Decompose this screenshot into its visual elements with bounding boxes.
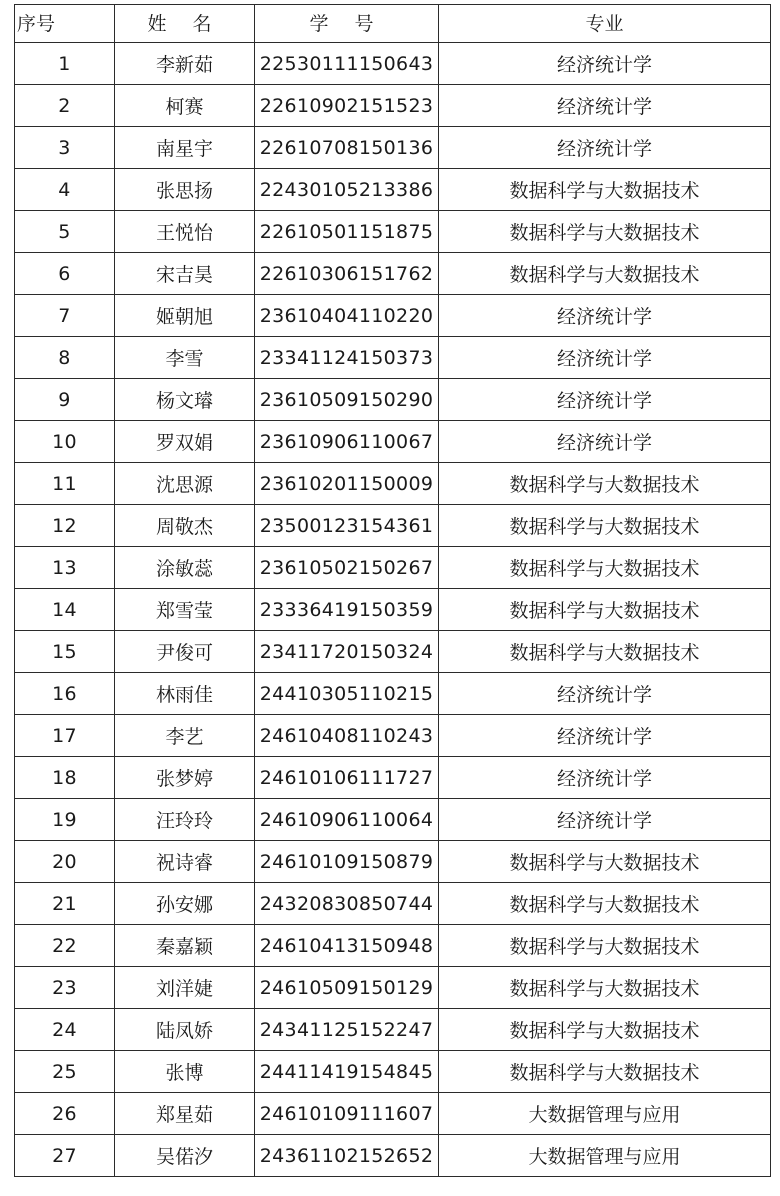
cell-name: 孙安娜 <box>115 883 255 925</box>
cell-name: 张思扬 <box>115 169 255 211</box>
cell-major: 数据科学与大数据技术 <box>439 967 771 1009</box>
cell-student-id: 23610502150267 <box>255 547 439 589</box>
cell-major: 数据科学与大数据技术 <box>439 547 771 589</box>
cell-major: 经济统计学 <box>439 85 771 127</box>
cell-seq: 23 <box>15 967 115 1009</box>
cell-name: 王悦怡 <box>115 211 255 253</box>
cell-seq: 6 <box>15 253 115 295</box>
cell-major: 经济统计学 <box>439 799 771 841</box>
cell-name: 郑星茹 <box>115 1093 255 1135</box>
cell-name: 杨文璿 <box>115 379 255 421</box>
cell-student-id: 24610509150129 <box>255 967 439 1009</box>
cell-seq: 10 <box>15 421 115 463</box>
table-row <box>15 1009 771 1051</box>
cell-student-id: 24361102152652 <box>255 1135 439 1177</box>
cell-major: 数据科学与大数据技术 <box>439 1051 771 1093</box>
cell-name: 南星宇 <box>115 127 255 169</box>
cell-name: 吴偌汐 <box>115 1135 255 1177</box>
cell-seq: 8 <box>15 337 115 379</box>
cell-student-id: 22610501151875 <box>255 211 439 253</box>
cell-seq: 13 <box>15 547 115 589</box>
cell-seq: 2 <box>15 85 115 127</box>
cell-student-id: 23336419150359 <box>255 589 439 631</box>
cell-seq: 17 <box>15 715 115 757</box>
table-header <box>15 5 771 43</box>
cell-student-id: 24610413150948 <box>255 925 439 967</box>
cell-major: 经济统计学 <box>439 295 771 337</box>
cell-student-id: 24341125152247 <box>255 1009 439 1051</box>
cell-major: 大数据管理与应用 <box>439 1135 771 1177</box>
header-student-id: 学 号 <box>255 5 439 43</box>
cell-student-id: 24610109111607 <box>255 1093 439 1135</box>
cell-seq: 18 <box>15 757 115 799</box>
table-row <box>15 1135 771 1177</box>
cell-seq: 20 <box>15 841 115 883</box>
table-row <box>15 211 771 253</box>
header-seq: 序号 <box>15 5 115 43</box>
table-row <box>15 631 771 673</box>
header-name: 姓 名 <box>115 5 255 43</box>
cell-major: 数据科学与大数据技术 <box>439 169 771 211</box>
cell-name: 张梦婷 <box>115 757 255 799</box>
table-row <box>15 715 771 757</box>
header-major: 专业 <box>439 5 771 43</box>
table-row <box>15 379 771 421</box>
table-row <box>15 85 771 127</box>
cell-major: 数据科学与大数据技术 <box>439 841 771 883</box>
cell-student-id: 23610509150290 <box>255 379 439 421</box>
cell-student-id: 24411419154845 <box>255 1051 439 1093</box>
table-row <box>15 757 771 799</box>
cell-seq: 19 <box>15 799 115 841</box>
cell-seq: 21 <box>15 883 115 925</box>
table-row <box>15 421 771 463</box>
cell-name: 秦嘉颖 <box>115 925 255 967</box>
cell-major: 数据科学与大数据技术 <box>439 589 771 631</box>
table-body <box>15 43 771 1177</box>
cell-seq: 26 <box>15 1093 115 1135</box>
cell-seq: 16 <box>15 673 115 715</box>
cell-seq: 24 <box>15 1009 115 1051</box>
table-row <box>15 673 771 715</box>
cell-seq: 3 <box>15 127 115 169</box>
cell-major: 经济统计学 <box>439 43 771 85</box>
cell-name: 柯赛 <box>115 85 255 127</box>
cell-seq: 9 <box>15 379 115 421</box>
cell-student-id: 22530111150643 <box>255 43 439 85</box>
table-row <box>15 43 771 85</box>
cell-name: 张博 <box>115 1051 255 1093</box>
cell-name: 罗双娟 <box>115 421 255 463</box>
cell-major: 数据科学与大数据技术 <box>439 253 771 295</box>
cell-major: 经济统计学 <box>439 715 771 757</box>
cell-student-id: 22610708150136 <box>255 127 439 169</box>
cell-major: 数据科学与大数据技术 <box>439 211 771 253</box>
student-roster-table <box>14 4 771 1177</box>
cell-seq: 27 <box>15 1135 115 1177</box>
cell-major: 数据科学与大数据技术 <box>439 463 771 505</box>
table-row <box>15 295 771 337</box>
cell-name: 尹俊可 <box>115 631 255 673</box>
cell-major: 经济统计学 <box>439 757 771 799</box>
cell-major: 经济统计学 <box>439 379 771 421</box>
cell-name: 祝诗睿 <box>115 841 255 883</box>
table-row <box>15 841 771 883</box>
table-row <box>15 799 771 841</box>
cell-name: 李雪 <box>115 337 255 379</box>
cell-name: 汪玲玲 <box>115 799 255 841</box>
cell-student-id: 23500123154361 <box>255 505 439 547</box>
cell-name: 陆凤娇 <box>115 1009 255 1051</box>
table-row <box>15 127 771 169</box>
cell-major: 经济统计学 <box>439 421 771 463</box>
cell-major: 大数据管理与应用 <box>439 1093 771 1135</box>
table-row <box>15 925 771 967</box>
cell-name: 涂敏蕊 <box>115 547 255 589</box>
cell-name: 姬朝旭 <box>115 295 255 337</box>
cell-name: 宋吉昊 <box>115 253 255 295</box>
cell-name: 林雨佳 <box>115 673 255 715</box>
table-row <box>15 883 771 925</box>
cell-seq: 5 <box>15 211 115 253</box>
cell-major: 经济统计学 <box>439 337 771 379</box>
cell-student-id: 22430105213386 <box>255 169 439 211</box>
header-row <box>15 5 771 43</box>
cell-name: 郑雪莹 <box>115 589 255 631</box>
cell-seq: 7 <box>15 295 115 337</box>
cell-major: 经济统计学 <box>439 673 771 715</box>
cell-student-id: 22610902151523 <box>255 85 439 127</box>
cell-seq: 15 <box>15 631 115 673</box>
table-row <box>15 169 771 211</box>
cell-seq: 1 <box>15 43 115 85</box>
cell-student-id: 24610106111727 <box>255 757 439 799</box>
cell-seq: 25 <box>15 1051 115 1093</box>
cell-major: 数据科学与大数据技术 <box>439 631 771 673</box>
cell-student-id: 24610408110243 <box>255 715 439 757</box>
cell-name: 刘洋婕 <box>115 967 255 1009</box>
cell-student-id: 23341124150373 <box>255 337 439 379</box>
cell-student-id: 23610201150009 <box>255 463 439 505</box>
cell-student-id: 24410305110215 <box>255 673 439 715</box>
cell-name: 李艺 <box>115 715 255 757</box>
cell-student-id: 23610404110220 <box>255 295 439 337</box>
cell-major: 数据科学与大数据技术 <box>439 925 771 967</box>
table-row <box>15 463 771 505</box>
table-row <box>15 253 771 295</box>
table-row <box>15 589 771 631</box>
cell-seq: 14 <box>15 589 115 631</box>
table-row <box>15 547 771 589</box>
table-row <box>15 505 771 547</box>
cell-student-id: 23610906110067 <box>255 421 439 463</box>
cell-seq: 22 <box>15 925 115 967</box>
cell-seq: 4 <box>15 169 115 211</box>
cell-name: 沈思源 <box>115 463 255 505</box>
cell-major: 数据科学与大数据技术 <box>439 505 771 547</box>
cell-student-id: 24610109150879 <box>255 841 439 883</box>
table-row <box>15 1051 771 1093</box>
table-row <box>15 967 771 1009</box>
cell-student-id: 22610306151762 <box>255 253 439 295</box>
cell-major: 数据科学与大数据技术 <box>439 883 771 925</box>
cell-seq: 11 <box>15 463 115 505</box>
cell-student-id: 24320830850744 <box>255 883 439 925</box>
cell-major: 经济统计学 <box>439 127 771 169</box>
table-row <box>15 337 771 379</box>
cell-major: 数据科学与大数据技术 <box>439 1009 771 1051</box>
cell-seq: 12 <box>15 505 115 547</box>
cell-student-id: 23411720150324 <box>255 631 439 673</box>
cell-name: 周敬杰 <box>115 505 255 547</box>
cell-name: 李新茹 <box>115 43 255 85</box>
table-row <box>15 1093 771 1135</box>
cell-student-id: 24610906110064 <box>255 799 439 841</box>
